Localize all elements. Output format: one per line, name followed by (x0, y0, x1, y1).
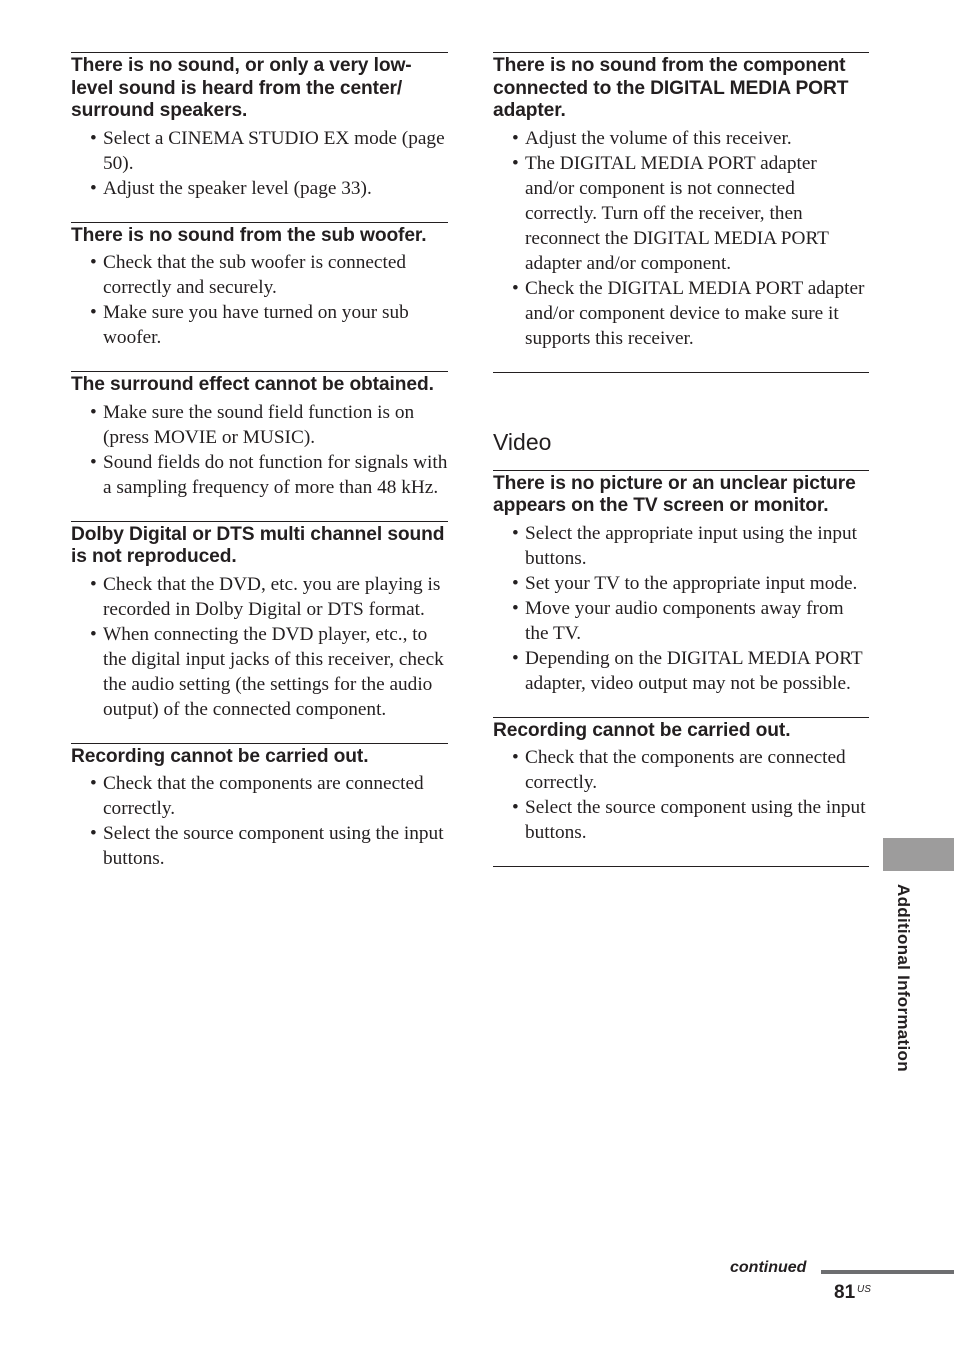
problem-heading: Dolby Digital or DTS multi channel sound is not reproduced. (71, 523, 445, 567)
left-column (71, 52, 448, 892)
solution-text: Move your audio components away from the TV. (525, 597, 844, 644)
solution-item (71, 572, 448, 622)
solution-list (71, 250, 448, 350)
solution-text: Sound fields do not function for signals with a sampling frequency of more than 48 kHz. (103, 451, 448, 498)
solution-text: Select a CINEMA STUDIO EX mode (page 50). (103, 127, 445, 174)
solution-list (71, 572, 448, 722)
problem-heading: Recording cannot be carried out. (493, 719, 791, 741)
problem-heading: There is no picture or an unclear picture appears on the TV screen or monitor. (493, 472, 856, 516)
problem-heading: There is no sound from the sub woofer. (71, 224, 427, 246)
solution-item (71, 126, 448, 176)
bullet-icon: • (90, 127, 97, 149)
solution-item (493, 795, 869, 845)
section-end-rule (493, 866, 869, 867)
solution-item (71, 821, 448, 871)
solution-item (71, 300, 448, 350)
troubleshooting-block (493, 470, 869, 696)
troubleshooting-block (71, 371, 448, 500)
solution-text: Check that the components are connected correctly. (103, 773, 424, 819)
solution-item (493, 571, 869, 596)
solution-list (493, 745, 869, 845)
bullet-icon: • (90, 623, 97, 645)
solution-item (493, 521, 869, 571)
solution-list (71, 126, 448, 201)
section-end-rule (493, 372, 869, 373)
right-column (493, 52, 869, 867)
continued-bar (821, 1270, 954, 1274)
solution-text: Check that the sub woofer is connected correctly and securely. (103, 252, 407, 298)
problem-heading: There is no sound, or only a very low-level sound is heard from the center/ surround speakers. (71, 55, 412, 121)
solution-item (493, 596, 869, 646)
solution-text: Make sure the sound field function is on (press MOVIE or MUSIC). (103, 401, 415, 448)
bullet-icon: • (512, 647, 519, 669)
solution-item (71, 450, 448, 500)
solution-item (71, 771, 448, 821)
solution-text: Check the DIGITAL MEDIA PORT adapter and/or component device to make sure it supports this receiver. (525, 277, 865, 349)
solution-text: Make sure you have turned on your sub woofer. (103, 302, 409, 348)
solution-item (493, 276, 869, 351)
bullet-icon: • (512, 152, 519, 174)
bullet-icon: • (90, 773, 97, 794)
video-sections (493, 470, 869, 846)
solution-list (493, 126, 869, 351)
troubleshooting-block (71, 521, 448, 722)
solution-item (493, 126, 869, 151)
solution-item (71, 622, 448, 722)
solution-text: Select the source component using the input buttons. (525, 797, 866, 843)
solution-item (493, 151, 869, 276)
bullet-icon: • (512, 522, 519, 544)
section-tab-marker (883, 838, 954, 871)
solution-text: Adjust the volume of this receiver. (525, 127, 792, 149)
solution-text: The DIGITAL MEDIA PORT adapter and/or component is not connected correctly. Turn off the receiver, then reconnect the DIGITAL MEDIA PORT adapter and/or component. (525, 152, 829, 274)
bullet-icon: • (512, 597, 519, 619)
bullet-icon: • (90, 451, 97, 473)
bullet-icon: • (90, 573, 97, 595)
solution-list (493, 521, 869, 696)
solution-item (71, 250, 448, 300)
solution-text: Set your TV to the appropriate input mode. (525, 572, 858, 594)
solution-item (71, 400, 448, 450)
solution-text: When connecting the DVD player, etc., to the digital input jacks of this receiver, check the audio setting (the settings for the audio output) of the connected component. (103, 623, 444, 720)
troubleshooting-block (71, 222, 448, 351)
solution-list (71, 400, 448, 500)
problem-heading: The surround effect cannot be obtained. (71, 374, 434, 395)
troubleshooting-block (71, 743, 448, 872)
bullet-icon: • (512, 797, 519, 818)
bullet-icon: • (512, 127, 519, 149)
problem-heading: There is no sound from the component connected to the DIGITAL MEDIA PORT adapter. (493, 55, 849, 121)
solution-text: Select the source component using the input buttons. (103, 823, 444, 869)
bullet-icon: • (90, 177, 97, 199)
page-region-suffix: US (857, 1284, 871, 1295)
page-number: 81 (834, 1282, 856, 1303)
bullet-icon: • (90, 252, 97, 273)
solution-text: Adjust the speaker level (page 33). (103, 177, 372, 199)
solution-item (493, 646, 869, 696)
solution-text: Check that the DVD, etc. you are playing is recorded in Dolby Digital or DTS format. (103, 573, 441, 620)
bullet-icon: • (512, 277, 519, 299)
problem-heading: Recording cannot be carried out. (71, 745, 369, 767)
solution-item (71, 176, 448, 201)
solution-text: Check that the components are connected correctly. (525, 747, 846, 793)
troubleshooting-block (71, 52, 448, 201)
right-top-sections (493, 52, 869, 351)
solution-item (493, 745, 869, 795)
bullet-icon: • (90, 823, 97, 844)
side-tab-label: Additional Information (894, 884, 913, 1072)
troubleshooting-block (493, 52, 869, 351)
solution-text: Depending on the DIGITAL MEDIA PORT adapter, video output may not be possible. (525, 647, 863, 694)
bullet-icon: • (512, 747, 519, 768)
troubleshooting-block (493, 717, 869, 846)
video-section-title: Video (493, 428, 552, 455)
bullet-icon: • (90, 302, 97, 323)
bullet-icon: • (512, 572, 519, 594)
continued-label: continued (730, 1259, 807, 1276)
solution-text: Select the appropriate input using the input buttons. (525, 522, 857, 569)
solution-list (71, 771, 448, 871)
bullet-icon: • (90, 401, 97, 423)
